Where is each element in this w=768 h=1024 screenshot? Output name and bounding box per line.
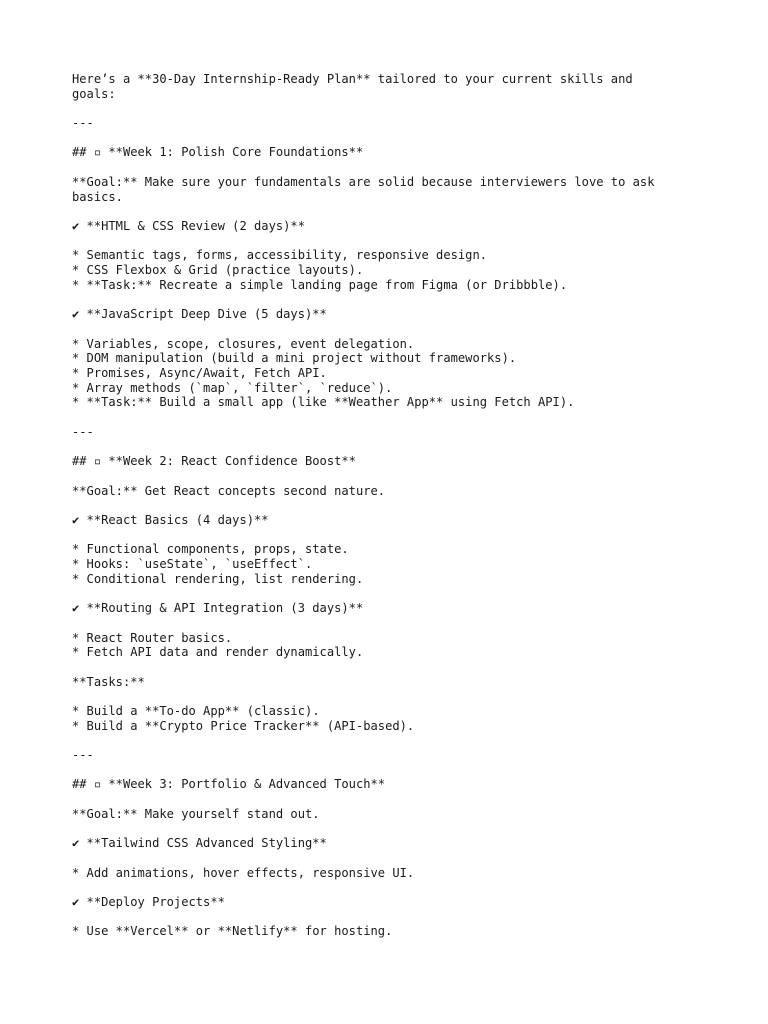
blank-line: [72, 586, 712, 601]
section-heading: ## ▫ **Week 2: React Confidence Boost**: [72, 454, 356, 469]
checklist-heading: ✔ **HTML & CSS Review (2 days)**: [72, 218, 305, 233]
list-item: * CSS Flexbox & Grid (practice layouts).: [72, 263, 364, 278]
blank-line: [72, 689, 712, 704]
blank-line: [72, 616, 712, 631]
checklist-heading: ✔ **React Basics (4 days)**: [72, 512, 269, 527]
section-heading: ## ▫ **Week 1: Polish Core Foundations**: [72, 145, 364, 160]
blank-line: [72, 733, 712, 748]
list-item: * Use **Vercel** or **Netlify** for hosting.: [72, 924, 393, 939]
blank-line: [72, 322, 712, 337]
blank-line: [72, 469, 712, 484]
blank-line: [72, 131, 712, 146]
blank-line: [72, 822, 712, 837]
text-line: Here’s a **30-Day Internship-Ready Plan** tailored to your current skills and: [72, 72, 633, 86]
blank-line: [72, 528, 712, 543]
horizontal-rule: ---: [72, 748, 94, 763]
text-line: basics.: [72, 189, 123, 204]
blank-line: [72, 410, 712, 425]
checklist-heading: ✔ **Routing & API Integration (3 days)**: [72, 601, 364, 616]
goal-line: **Goal:** Make sure your fundamentals are solid because interviewers love to ask: [72, 174, 655, 189]
list-item: * Promises, Async/Await, Fetch API.: [72, 365, 327, 380]
document-body: [72, 72, 712, 939]
list-item: * **Task:** Recreate a simple landing page from Figma (or Dribbble).: [72, 277, 568, 292]
blank-line: [72, 910, 712, 925]
blank-line: [72, 160, 712, 175]
section-heading: ## ▫ **Week 3: Portfolio & Advanced Touch**: [72, 777, 386, 792]
list-item: * Semantic tags, forms, accessibility, responsive design.: [72, 248, 488, 263]
checklist-heading: ✔ **JavaScript Deep Dive (5 days)**: [72, 307, 327, 322]
list-item: * Functional components, props, state.: [72, 542, 349, 557]
horizontal-rule: ---: [72, 424, 94, 439]
list-item: * Build a **Crypto Price Tracker** (API-based).: [72, 718, 415, 733]
blank-line: [72, 439, 712, 454]
list-item: * Conditional rendering, list rendering.: [72, 571, 364, 586]
list-item: * Fetch API data and render dynamically.: [72, 645, 364, 660]
list-item: * **Task:** Build a small app (like **Weather App** using Fetch API).: [72, 395, 575, 410]
blank-line: [72, 292, 712, 307]
list-item: * Hooks: `useState`, `useEffect`.: [72, 557, 313, 572]
blank-line: [72, 234, 712, 249]
blank-line: [72, 763, 712, 778]
goal-line: **Goal:** Make yourself stand out.: [72, 806, 320, 821]
text-line: **Tasks:**: [72, 674, 145, 689]
blank-line: [72, 792, 712, 807]
list-item: * Array methods (`map`, `filter`, `reduce`).: [72, 380, 393, 395]
text-line: goals:: [72, 86, 116, 101]
blank-line: [72, 660, 712, 675]
list-item: * Variables, scope, closures, event delegation.: [72, 336, 415, 351]
blank-line: [72, 851, 712, 866]
list-item: * Build a **To-do App** (classic).: [72, 703, 320, 718]
goal-line: **Goal:** Get React concepts second nature.: [72, 483, 386, 498]
blank-line: [72, 204, 712, 219]
list-item: * DOM manipulation (build a mini project without frameworks).: [72, 351, 517, 366]
list-item: * React Router basics.: [72, 630, 233, 645]
checklist-heading: ✔ **Tailwind CSS Advanced Styling**: [72, 836, 327, 851]
list-item: * Add animations, hover effects, responsive UI.: [72, 865, 415, 880]
checklist-heading: ✔ **Deploy Projects**: [72, 895, 225, 910]
blank-line: [72, 101, 712, 116]
horizontal-rule: ---: [72, 116, 94, 131]
blank-line: [72, 498, 712, 513]
blank-line: [72, 880, 712, 895]
